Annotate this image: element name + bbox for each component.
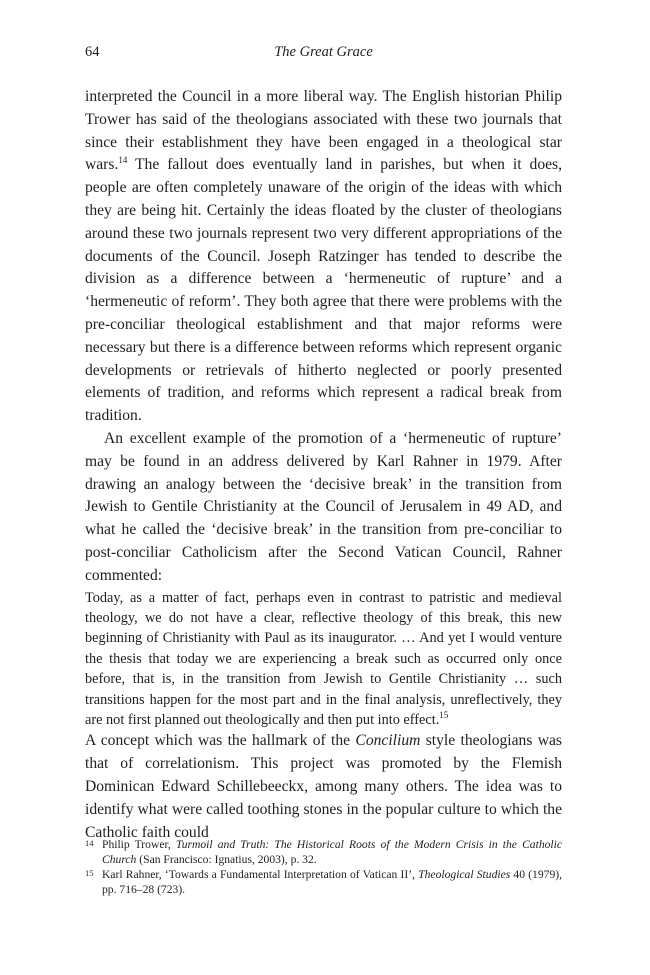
footnote-text-b: 40 (1979), pp. 716–28 (723).: [102, 868, 563, 896]
block-quote: [85, 588, 562, 731]
paragraph-1: [85, 86, 562, 428]
paragraph-3-text-a: A concept which was the hallmark of the: [85, 732, 356, 750]
paragraph-1-text-b: The fallout does eventually land in parishes, but when it does, people are often completely unaware of the origin of the ideas with which they are being hit. Certainly the ideas floated by the cluster of theologians around these two journals represent two very different appropriations of the documents of the Council. Joseph Ratzinger has tended to describe the division as a difference between a ‘hermeneutic of rupture’ and a ‘hermeneutic of reform’. They both agree that there were problems with the pre-conciliar theological establishment and that major reforms were necessary but there is a difference between reforms which represent organic developments or retrievals of hitherto neglected or poorly presented elements of tradition, and reforms which represent a radical break from tradition.: [85, 156, 562, 425]
paragraph-2: An excellent example of the promotion of a ‘hermeneutic of rupture’ may be found in an address delivered by Karl Rahner in 1979. After drawing an analogy between the ‘decisive break’ in the transition from Jewish to Gentile Christianity at the Council of Jerusalem in 49 AD, and what he called the ‘decisive break’ in the transition from pre-conciliar to post-conciliar Catholicism after the Second Vatican Council, Rahner commented:: [85, 429, 562, 584]
footnote-ref-14[interactable]: 14: [118, 155, 128, 166]
footnote-mark: 14: [85, 838, 94, 848]
footnote-15: [85, 868, 562, 897]
running-header: [85, 44, 562, 64]
footnote-text-a: Karl Rahner, ‘Towards a Fundamental Interpretation of Vatican II’,: [102, 868, 419, 881]
paragraph-3-italic-term: Concilium: [355, 732, 421, 750]
footnote-text-b: (San Francisco: Ignatius, 2003), p. 32.: [136, 852, 317, 866]
block-quote-text: Today, as a matter of fact, perhaps even in contrast to patristic and medieval theology, we do not have a clear, reflective theology of this break, this new beginning of Christianity with Paul as its inaugurator. … And yet I would venture the thesis that today we are experiencing a break such as occurred only once before, that is, in the transition from Jewish to Gentile Christianity … such transitions happen for the most part and in the final analysis, unreflectively, they are not first planned out theologically and then put into effect.: [85, 589, 562, 728]
footnote-text-a: Philip Trower,: [102, 838, 176, 851]
footnote-mark: 15: [85, 868, 94, 878]
body-text: [85, 86, 562, 844]
footnote-title: Turmoil and Truth: The Historical Roots of the Modern Crisis in the Catholic Church: [102, 838, 562, 866]
paragraph-3: [85, 730, 562, 844]
footnote-14: [85, 838, 562, 867]
running-title: The Great Grace: [274, 44, 373, 60]
footnote-ref-15[interactable]: 15: [439, 710, 449, 721]
paragraph-3-text-b: style theologians was that of correlationism. This project was promoted by the Flemish Dominican Edward Schillebeeckx, among many others. The idea was to identify what were called toothing stones in the popular culture to which the Catholic faith could: [85, 732, 562, 841]
paragraph-1-text-a: interpreted the Council in a more liberal way. The English historian Philip Trower has said of the theologians associated with these two journals that since their establishment they have been engaged in a theological star wars.: [85, 88, 562, 174]
footnotes: [85, 838, 562, 898]
footnote-title: Theological Studies: [418, 868, 511, 881]
page-number: 64: [85, 44, 100, 60]
